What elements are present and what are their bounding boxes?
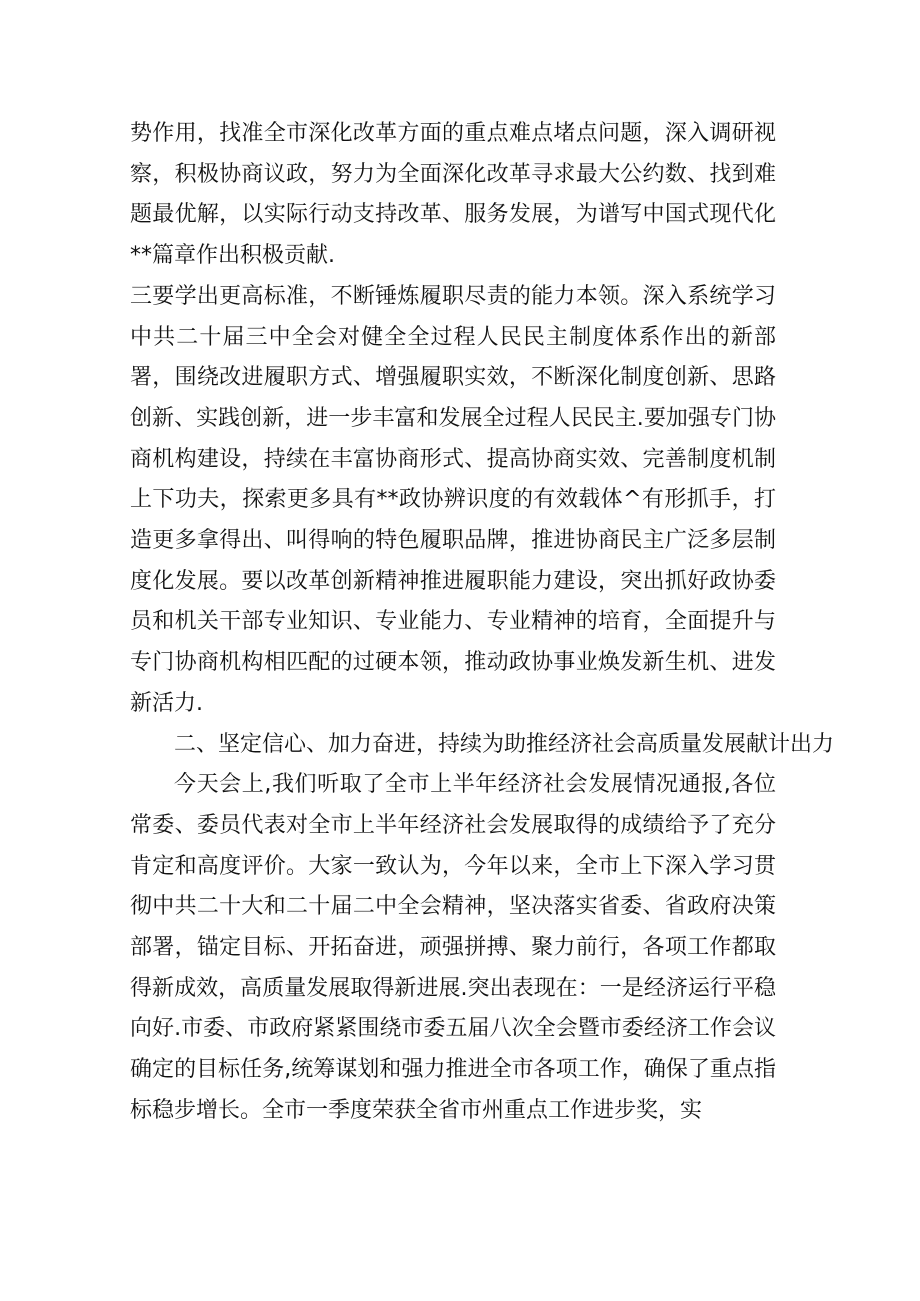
paragraph-continuation: 势作用，找准全市深化改革方面的重点难点堵点问题，深入调研视察，积极协商议政，努力为全面深化改革寻求最大公约数、找到难题最优解，以实际行动支持改革、服务发展，为谱写中国式现代化**篇章作出积极贡献. [130, 121, 776, 269]
paragraph-third-point: 三要学出更高标准，不断锤炼履职尽责的能力本领。深入系统学习中共二十届三中全会对健全全过程人民民主制度体系作出的新部署，围绕改进履职方式、增强履职实效，不断深化制度创新、思路创新、实践创新，进一步丰富和发展全过程人民民主.要加强专门协商机构建设，持续在丰富协商形式、提高协商实效、完善制度机制上下功夫，探索更多具有**政协辨识度的有效载体^有形抓手，打造更多拿得出、叫得响的特色履职品牌，推进协商民主广泛多层制度化发展。要以改革创新精神推进履职能力建设，突出抓好政协委员和机关干部专业知识、专业能力、专业精神的培育，全面提升与专门协商机构相匹配的过硬本领，推动政协事业焕发新生机、进发新活力. [130, 283, 776, 716]
paragraph-meeting-summary: 今天会上,我们听取了全市上半年经济社会发展情况通报,各位常委、委员代表对全市上半年经济社会发展取得的成绩给予了充分肯定和高度评价。大家一致认为，今年以来，全市上下深入学习贯彻中共二十大和二十届二中全会精神，坚决落实省委、省政府决策部署，锚定目标、开拓奋进，顽强拼搏、聚力前行，各项工作都取得新成效，高质量发展取得新进展.突出表现在：一是经济运行平稳向好.市委、市政府紧紧围绕市委五届八次全会暨市委经济工作会议确定的目标任务,统筹谋划和强力推进全市各项工作，确保了重点指标稳步增长。全市一季度荣获全省市州重点工作进步奖，实 [130, 772, 776, 1123]
document-body [130, 114, 835, 1132]
section-heading-two: 二、坚定信心、加力奋进，持续为助推经济社会高质量发展献计出力 [174, 731, 835, 757]
